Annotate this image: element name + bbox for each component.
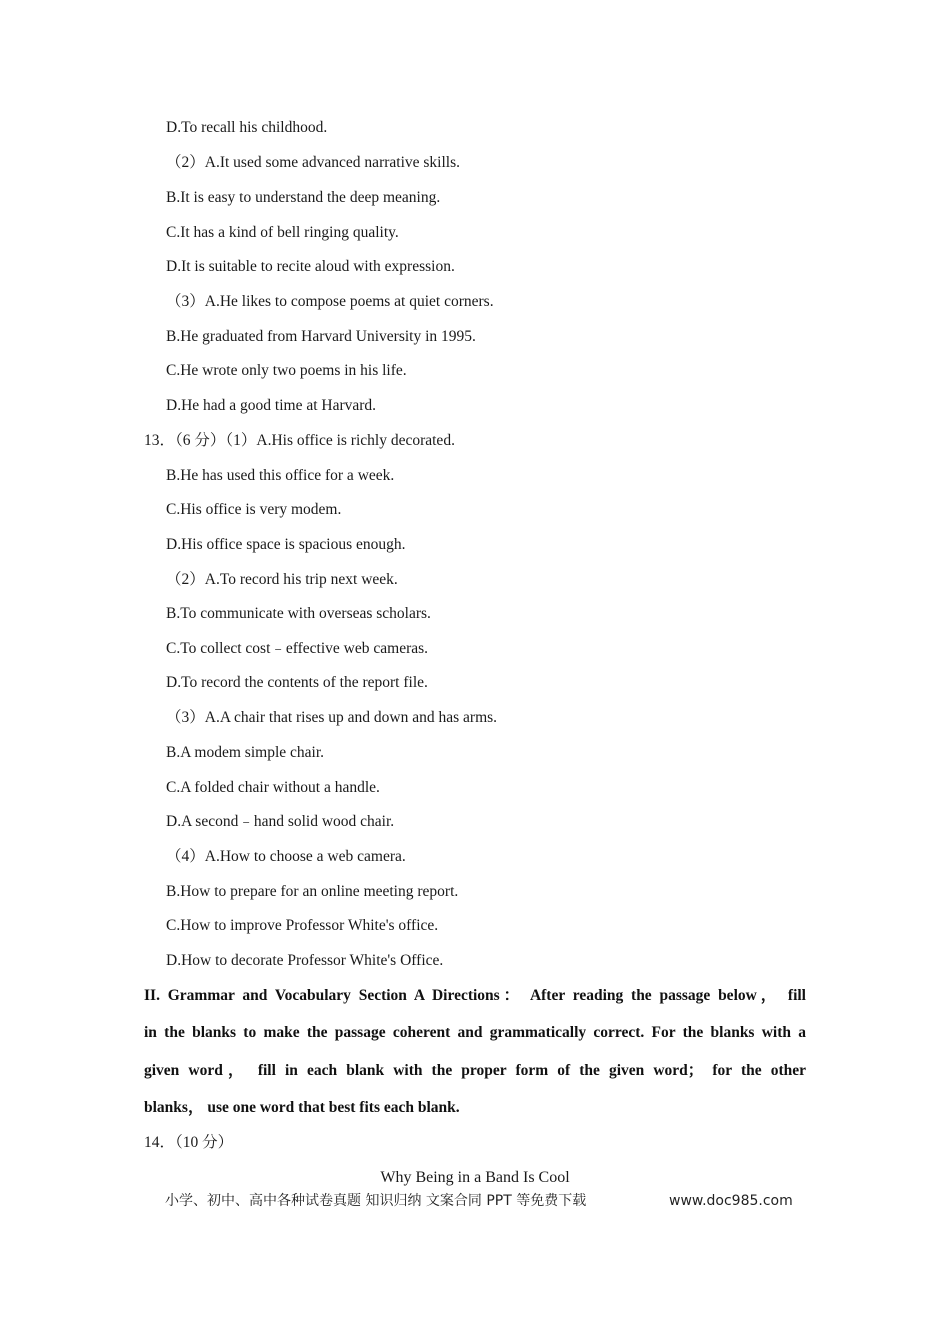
sub-question-line: （3）A.He likes to compose poems at quiet corners. bbox=[166, 293, 494, 310]
section-directions-line: given word， fill in each blank with the proper form of the given word； for the other bbox=[144, 1062, 806, 1079]
option-line: C.A folded chair without a handle. bbox=[166, 779, 380, 796]
option-line: C.It has a kind of bell ringing quality. bbox=[166, 224, 399, 241]
option-line: D.How to decorate Professor White's Office. bbox=[166, 952, 444, 969]
option-line: C.To collect cost﹣effective web cameras. bbox=[166, 640, 429, 657]
option-line: B.He has used this office for a week. bbox=[166, 467, 395, 484]
option-line: D.A second﹣hand solid wood chair. bbox=[166, 813, 395, 830]
option-line: C.How to improve Professor White's office. bbox=[166, 917, 439, 934]
section-directions-line: II. Grammar and Vocabulary Section A Directions： After reading the passage below， fill bbox=[144, 987, 806, 1004]
option-line: D.His office space is spacious enough. bbox=[166, 536, 406, 553]
option-line: D.It is suitable to recite aloud with expression. bbox=[166, 258, 455, 275]
option-line: D.He had a good time at Harvard. bbox=[166, 397, 377, 414]
option-line: C.His office is very modem. bbox=[166, 501, 342, 518]
sub-question-line: （2）A.It used some advanced narrative skills. bbox=[166, 154, 460, 171]
option-line: D.To record the contents of the report file. bbox=[166, 674, 428, 691]
option-line: C.He wrote only two poems in his life. bbox=[166, 362, 407, 379]
option-line: B.To communicate with overseas scholars. bbox=[166, 605, 431, 622]
question-13-line: 13．（6 分）（1）A.His office is richly decorated. bbox=[144, 432, 455, 449]
sub-question-line: （3）A.A chair that rises up and down and has arms. bbox=[166, 709, 498, 726]
section-directions-line: in the blanks to make the passage coherent and grammatically correct. For the blanks with a bbox=[144, 1024, 806, 1041]
footer-text: 小学、初中、高中各种试卷真题 知识归纳 文案合同 PPT 等免费下载 bbox=[165, 1193, 587, 1209]
sub-question-line: （4）A.How to choose a web camera. bbox=[166, 848, 406, 865]
option-line: B.It is easy to understand the deep meaning. bbox=[166, 189, 441, 206]
option-line: B.A modem simple chair. bbox=[166, 744, 324, 761]
footer-url[interactable]: www.doc985.com bbox=[669, 1193, 793, 1209]
option-line: D.To recall his childhood. bbox=[166, 119, 328, 136]
option-line: B.He graduated from Harvard University in 1995. bbox=[166, 328, 476, 345]
passage-title: Why Being in a Band Is Cool bbox=[380, 1169, 570, 1186]
option-line: B.How to prepare for an online meeting report. bbox=[166, 883, 459, 900]
question-14-line: 14．（10 分） bbox=[144, 1134, 234, 1151]
sub-question-line: （2）A.To record his trip next week. bbox=[166, 571, 398, 588]
section-directions-line: blanks， use one word that best fits each blank. bbox=[144, 1099, 460, 1116]
